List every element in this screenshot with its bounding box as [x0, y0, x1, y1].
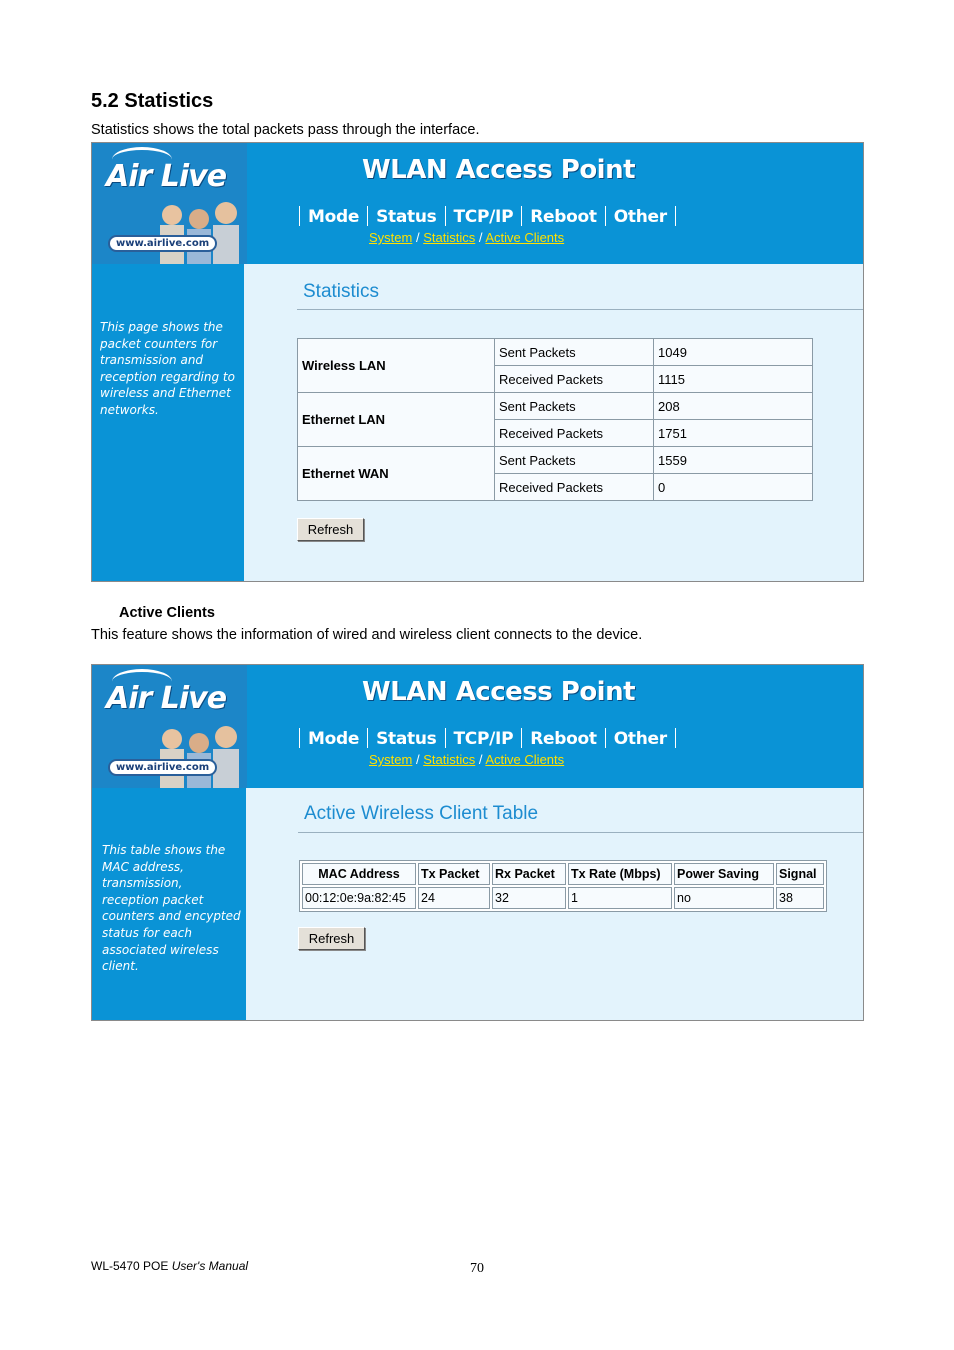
- section-heading: 5.2 Statistics: [91, 90, 214, 112]
- people-photo-icon: [152, 719, 247, 788]
- active-clients-screenshot: [91, 664, 864, 1021]
- sidebar: [92, 788, 246, 1020]
- subnav-active-clients[interactable]: Active Clients: [485, 752, 565, 767]
- menu-status[interactable]: Status: [367, 206, 444, 226]
- interface-label: Ethernet LAN: [298, 393, 495, 447]
- airlive-logo: Air Live www.airlive.com: [92, 665, 247, 788]
- menu-mode[interactable]: Mode: [299, 206, 367, 226]
- main-menu: [299, 728, 676, 748]
- column-header: Rx Packet: [492, 863, 566, 885]
- column-header: Tx Packet: [418, 863, 490, 885]
- section-intro: Statistics shows the total packets pass through the interface.: [91, 122, 480, 138]
- menu-reboot[interactable]: Reboot: [521, 206, 604, 226]
- page-title: Statistics: [303, 281, 380, 302]
- received-value: 0: [654, 474, 813, 501]
- sent-value: 208: [654, 393, 813, 420]
- interface-label: Ethernet WAN: [298, 447, 495, 501]
- power-saving-cell: no: [674, 887, 774, 909]
- interface-label: Wireless LAN: [298, 339, 495, 393]
- footer-manual-title: WL-5470 POE User's Manual: [91, 1259, 249, 1273]
- menu-tcpip[interactable]: TCP/IP: [445, 206, 522, 226]
- received-label: Received Packets: [495, 420, 654, 447]
- column-header: MAC Address: [302, 863, 416, 885]
- sent-label: Sent Packets: [495, 447, 654, 474]
- signal-cell: 38: [776, 887, 824, 909]
- table-row: [298, 447, 813, 474]
- table-row: [302, 887, 824, 909]
- menu-other[interactable]: Other: [605, 206, 675, 226]
- subnav-system[interactable]: System: [369, 230, 413, 245]
- column-header: Tx Rate (Mbps): [568, 863, 672, 885]
- menu-tcpip[interactable]: TCP/IP: [445, 728, 522, 748]
- column-header: Power Saving: [674, 863, 774, 885]
- subnav-active-clients[interactable]: Active Clients: [485, 230, 565, 245]
- subnav-statistics[interactable]: Statistics: [423, 752, 476, 767]
- main-menu: [299, 206, 676, 226]
- sub-navigation: System / Statistics / Active Clients: [369, 230, 565, 245]
- received-value: 1115: [654, 366, 813, 393]
- app-title: WLAN Access Point: [362, 677, 636, 707]
- page-number: 70: [470, 1261, 484, 1276]
- rx-packet-cell: 32: [492, 887, 566, 909]
- table-row: [298, 393, 813, 420]
- statistics-table: [297, 338, 813, 501]
- statistics-screenshot: [91, 142, 864, 582]
- client-table: [299, 860, 827, 912]
- header-bar: [92, 665, 863, 788]
- sent-value: 1049: [654, 339, 813, 366]
- column-header: Signal: [776, 863, 824, 885]
- sub-navigation: System / Statistics / Active Clients: [369, 752, 565, 767]
- logo-url: www.airlive.com: [108, 235, 217, 252]
- sent-label: Sent Packets: [495, 393, 654, 420]
- table-row: [298, 339, 813, 366]
- app-title: WLAN Access Point: [362, 155, 636, 185]
- subnav-statistics[interactable]: Statistics: [423, 230, 476, 245]
- menu-reboot[interactable]: Reboot: [521, 728, 604, 748]
- received-label: Received Packets: [495, 366, 654, 393]
- logo-url: www.airlive.com: [108, 759, 217, 776]
- sidebar: [92, 264, 244, 581]
- sent-label: Sent Packets: [495, 339, 654, 366]
- title-divider: [298, 832, 863, 833]
- people-photo-icon: [152, 195, 247, 264]
- table-header-row: [302, 863, 824, 885]
- tx-packet-cell: 24: [418, 887, 490, 909]
- sidebar-description: This table shows the MAC address, transmission, reception packet counters and encypted status for each associated wireless client.: [102, 843, 241, 974]
- menu-status[interactable]: Status: [367, 728, 444, 748]
- received-value: 1751: [654, 420, 813, 447]
- mac-address-cell: 00:12:0e:9a:82:45: [302, 887, 416, 909]
- subsection-intro: This feature shows the information of wired and wireless client connects to the device.: [91, 627, 643, 643]
- received-label: Received Packets: [495, 474, 654, 501]
- menu-other[interactable]: Other: [605, 728, 675, 748]
- tx-rate-cell: 1: [568, 887, 672, 909]
- title-divider: [297, 309, 863, 310]
- airlive-logo: Air Live www.airlive.com: [92, 143, 247, 264]
- refresh-button[interactable]: Refresh: [298, 927, 365, 950]
- sidebar-description: This page shows the packet counters for transmission and reception regarding to wireless and Ethernet networks.: [100, 320, 235, 417]
- subsection-heading: Active Clients: [119, 605, 215, 621]
- sent-value: 1559: [654, 447, 813, 474]
- header-bar: [92, 143, 863, 264]
- menu-mode[interactable]: Mode: [299, 728, 367, 748]
- page-title: Active Wireless Client Table: [304, 803, 539, 824]
- refresh-button[interactable]: Refresh: [297, 518, 364, 541]
- subnav-system[interactable]: System: [369, 752, 413, 767]
